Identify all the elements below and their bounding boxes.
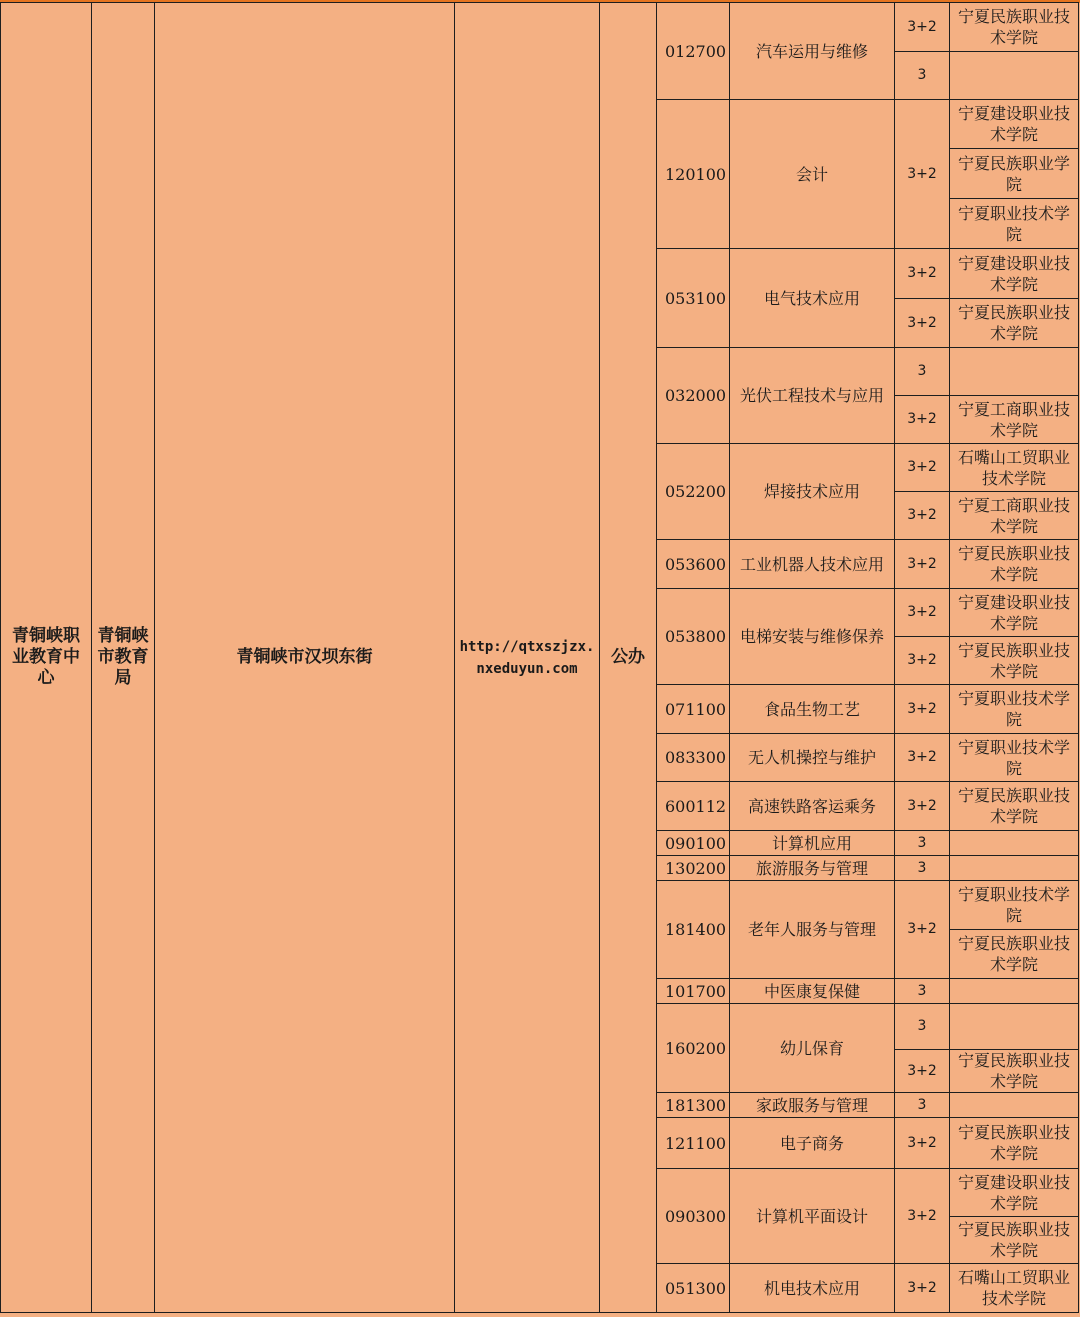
partner-college-cell xyxy=(950,831,1079,856)
program-system: 3+2 xyxy=(907,1207,937,1224)
partner-college: 宁夏民族职业技术学院 xyxy=(958,934,1071,974)
program-system-cell xyxy=(895,685,950,734)
major-name-cell xyxy=(730,1169,895,1264)
program-system-cell xyxy=(895,734,950,782)
program-system-cell xyxy=(895,3,950,52)
partner-college-cell xyxy=(950,589,1079,637)
partner-college-cell xyxy=(950,856,1079,881)
partner-college: 宁夏工商职业技术学院 xyxy=(958,399,1071,440)
partner-college-cell xyxy=(950,149,1079,199)
program-system-cell xyxy=(895,831,950,856)
major-name: 老年人服务与管理 xyxy=(747,920,876,939)
major-code-cell xyxy=(657,444,730,540)
major-name: 焊接技术应用 xyxy=(763,482,860,501)
major-name-cell xyxy=(730,444,895,540)
major-code: 053100 xyxy=(665,288,727,308)
partner-college-cell xyxy=(950,930,1079,979)
major-name: 电气技术应用 xyxy=(763,288,860,308)
major-name: 电子商务 xyxy=(779,1133,844,1153)
partner-college-cell xyxy=(950,100,1079,149)
program-system-cell xyxy=(895,1004,950,1050)
major-name: 无人机操控与维护 xyxy=(747,748,876,767)
program-system-cell xyxy=(895,396,950,444)
program-system-cell xyxy=(895,100,950,249)
program-system-cell xyxy=(895,856,950,881)
partner-college: 宁夏民族职业技术学院 xyxy=(958,303,1071,343)
address-cell xyxy=(155,3,455,1313)
major-code: 600112 xyxy=(665,796,727,816)
program-system-cell xyxy=(895,1264,950,1313)
partner-college: 宁夏职业技术学院 xyxy=(958,885,1071,925)
partner-college: 宁夏民族职业技术学院 xyxy=(958,1123,1071,1163)
authority-cell-text: 青铜峡市教育局 xyxy=(97,626,149,688)
major-code: 012700 xyxy=(665,41,727,61)
major-code: 181400 xyxy=(665,920,727,939)
partner-college: 宁夏职业技术学院 xyxy=(958,689,1071,729)
program-system: 3 xyxy=(917,67,927,83)
major-name-cell xyxy=(730,979,895,1004)
major-code-cell xyxy=(657,348,730,444)
school-name-cell-text: 青铜峡职业教育中心 xyxy=(12,626,80,688)
major-name: 光伏工程技术与应用 xyxy=(739,386,884,405)
major-code: 160200 xyxy=(665,1038,727,1058)
partner-college: 宁夏民族职业技术学院 xyxy=(958,786,1071,826)
partner-college-cell xyxy=(950,979,1079,1004)
major-name-cell xyxy=(730,685,895,734)
program-system: 3+2 xyxy=(907,1279,937,1296)
program-system: 3+2 xyxy=(907,165,937,182)
program-system-cell xyxy=(895,299,950,348)
major-name-cell xyxy=(730,249,895,348)
partner-college-cell xyxy=(950,492,1079,540)
major-code: 101700 xyxy=(665,981,727,1001)
partner-college-cell xyxy=(950,299,1079,348)
website-cell xyxy=(455,3,600,1313)
major-code: 090100 xyxy=(665,833,727,853)
program-system: 3+2 xyxy=(907,459,937,475)
major-name: 汽车运用与维修 xyxy=(755,41,868,61)
program-system: 3+2 xyxy=(907,1134,937,1151)
website-cell-text: http://qtxszjzx.nxeduyun.com xyxy=(459,638,595,677)
program-system-cell xyxy=(895,444,950,492)
major-code-cell xyxy=(657,831,730,856)
major-code-cell xyxy=(657,1118,730,1169)
partner-college: 宁夏建设职业技术学院 xyxy=(958,592,1071,633)
partner-college-cell xyxy=(950,444,1079,492)
program-system: 3+2 xyxy=(907,1062,937,1079)
partner-college: 宁夏民族职业技术学院 xyxy=(958,7,1071,47)
major-name-cell xyxy=(730,540,895,589)
partner-college-cell xyxy=(950,396,1079,444)
program-system-cell xyxy=(895,492,950,540)
major-name-cell xyxy=(730,1118,895,1169)
program-system-cell xyxy=(895,540,950,589)
program-system: 3 xyxy=(917,1018,927,1034)
major-code: 032000 xyxy=(665,386,727,405)
program-system-cell xyxy=(895,249,950,299)
major-code: 130200 xyxy=(665,858,727,878)
major-code: 071100 xyxy=(665,699,727,719)
program-system: 3+2 xyxy=(907,749,937,765)
partner-college-cell xyxy=(950,1264,1079,1313)
school-type-cell-text: 公办 xyxy=(611,647,645,667)
program-system: 3+2 xyxy=(907,700,937,717)
major-code-cell xyxy=(657,881,730,979)
major-code: 090300 xyxy=(665,1206,727,1226)
partner-college-cell xyxy=(950,52,1079,100)
partner-college: 石嘴山工贸职业技术学院 xyxy=(958,447,1071,488)
major-code-cell xyxy=(657,782,730,831)
partner-college: 石嘴山工贸职业技术学院 xyxy=(958,1268,1071,1308)
major-code-cell xyxy=(657,249,730,348)
program-system-cell xyxy=(895,782,950,831)
major-name: 计算机平面设计 xyxy=(755,1206,868,1226)
major-name-cell xyxy=(730,1093,895,1118)
major-code-cell xyxy=(657,856,730,881)
partner-college: 宁夏民族职业技术学院 xyxy=(958,640,1071,681)
program-system: 3 xyxy=(917,859,927,876)
program-system: 3 xyxy=(917,834,927,851)
partner-college: 宁夏民族职业技术学院 xyxy=(958,1051,1071,1091)
major-code: 120100 xyxy=(665,164,727,184)
partner-college: 宁夏职业技术学院 xyxy=(958,737,1071,778)
major-code-cell xyxy=(657,979,730,1004)
major-code-cell xyxy=(657,589,730,685)
partner-college-cell xyxy=(950,782,1079,831)
partner-college-cell xyxy=(950,685,1079,734)
major-code-cell xyxy=(657,1169,730,1264)
partner-college-cell xyxy=(950,1217,1079,1264)
major-name-cell xyxy=(730,782,895,831)
program-system-cell xyxy=(895,881,950,979)
program-system-cell xyxy=(895,637,950,685)
partner-college: 宁夏建设职业技术学院 xyxy=(958,104,1071,144)
partner-college: 宁夏职业技术学院 xyxy=(958,203,1071,244)
major-name: 家政服务与管理 xyxy=(755,1095,868,1115)
major-name: 电梯安装与维修保养 xyxy=(739,627,884,646)
authority-cell xyxy=(92,3,155,1313)
major-name: 食品生物工艺 xyxy=(763,699,860,719)
major-code-cell xyxy=(657,1093,730,1118)
program-system: 3+2 xyxy=(907,604,937,620)
major-name: 旅游服务与管理 xyxy=(755,858,868,878)
partner-college-cell xyxy=(950,1118,1079,1169)
partner-college: 宁夏建设职业技术学院 xyxy=(958,1172,1071,1213)
major-code: 181300 xyxy=(665,1095,727,1115)
program-system-cell xyxy=(895,979,950,1004)
program-system-cell xyxy=(895,348,950,396)
partner-college-cell xyxy=(950,1004,1079,1050)
major-code: 053600 xyxy=(665,554,727,574)
major-code: 051300 xyxy=(665,1278,727,1298)
program-system: 3+2 xyxy=(907,555,937,572)
program-system: 3+2 xyxy=(907,314,937,331)
enrollment-table xyxy=(0,2,1079,1313)
partner-college-cell xyxy=(950,637,1079,685)
major-name: 机电技术应用 xyxy=(763,1278,860,1298)
address-cell-text: 青铜峡市汉坝东街 xyxy=(236,647,373,667)
major-code-cell xyxy=(657,100,730,249)
program-system: 3+2 xyxy=(907,921,937,937)
major-code-cell xyxy=(657,3,730,100)
program-system: 3+2 xyxy=(907,797,937,814)
major-name-cell xyxy=(730,881,895,979)
major-name: 中医康复保健 xyxy=(763,981,860,1001)
major-name-cell xyxy=(730,1004,895,1093)
program-system: 3+2 xyxy=(907,652,937,668)
school-name-cell xyxy=(1,3,92,1313)
partner-college: 宁夏民族职业学院 xyxy=(958,153,1071,194)
partner-college-cell xyxy=(950,1169,1079,1217)
major-code-cell xyxy=(657,1004,730,1093)
major-name-cell xyxy=(730,3,895,100)
partner-college-cell xyxy=(950,1093,1079,1118)
partner-college-cell xyxy=(950,1050,1079,1093)
school-type-cell xyxy=(600,3,657,1313)
partner-college-cell xyxy=(950,348,1079,396)
major-name: 计算机应用 xyxy=(771,833,852,853)
partner-college: 宁夏民族职业技术学院 xyxy=(958,1220,1071,1260)
major-code: 083300 xyxy=(665,748,727,767)
partner-college: 宁夏建设职业技术学院 xyxy=(958,253,1071,294)
program-system-cell xyxy=(895,52,950,100)
major-name: 幼儿保育 xyxy=(779,1038,844,1058)
program-system: 3+2 xyxy=(907,265,937,281)
partner-college-cell xyxy=(950,734,1079,782)
major-code-cell xyxy=(657,685,730,734)
partner-college: 宁夏民族职业技术学院 xyxy=(958,544,1071,584)
program-system-cell xyxy=(895,1118,950,1169)
major-code: 052200 xyxy=(665,482,727,501)
major-name-cell xyxy=(730,589,895,685)
partner-college-cell xyxy=(950,199,1079,249)
major-code-cell xyxy=(657,1264,730,1313)
program-system-cell xyxy=(895,1050,950,1093)
program-system: 3+2 xyxy=(907,507,937,523)
major-code-cell xyxy=(657,734,730,782)
table-row xyxy=(1,3,1079,52)
major-name-cell xyxy=(730,100,895,249)
major-name-cell xyxy=(730,856,895,881)
partner-college: 宁夏工商职业技术学院 xyxy=(958,495,1071,536)
program-system: 3 xyxy=(917,1096,927,1113)
major-code: 053800 xyxy=(665,627,727,646)
program-system-cell xyxy=(895,589,950,637)
program-system: 3+2 xyxy=(907,411,937,427)
major-name-cell xyxy=(730,348,895,444)
major-code-cell xyxy=(657,540,730,589)
major-name: 高速铁路客运乘务 xyxy=(747,796,876,816)
major-name: 工业机器人技术应用 xyxy=(739,554,884,574)
program-system: 3 xyxy=(917,363,927,379)
program-system: 3+2 xyxy=(907,18,937,35)
partner-college-cell xyxy=(950,3,1079,52)
program-system-cell xyxy=(895,1169,950,1264)
program-system: 3 xyxy=(917,982,927,999)
major-name: 会计 xyxy=(795,164,828,184)
major-name-cell xyxy=(730,734,895,782)
program-system-cell xyxy=(895,1093,950,1118)
partner-college-cell xyxy=(950,540,1079,589)
major-code: 121100 xyxy=(665,1133,727,1153)
major-name-cell xyxy=(730,831,895,856)
partner-college-cell xyxy=(950,881,1079,930)
major-name-cell xyxy=(730,1264,895,1313)
partner-college-cell xyxy=(950,249,1079,299)
